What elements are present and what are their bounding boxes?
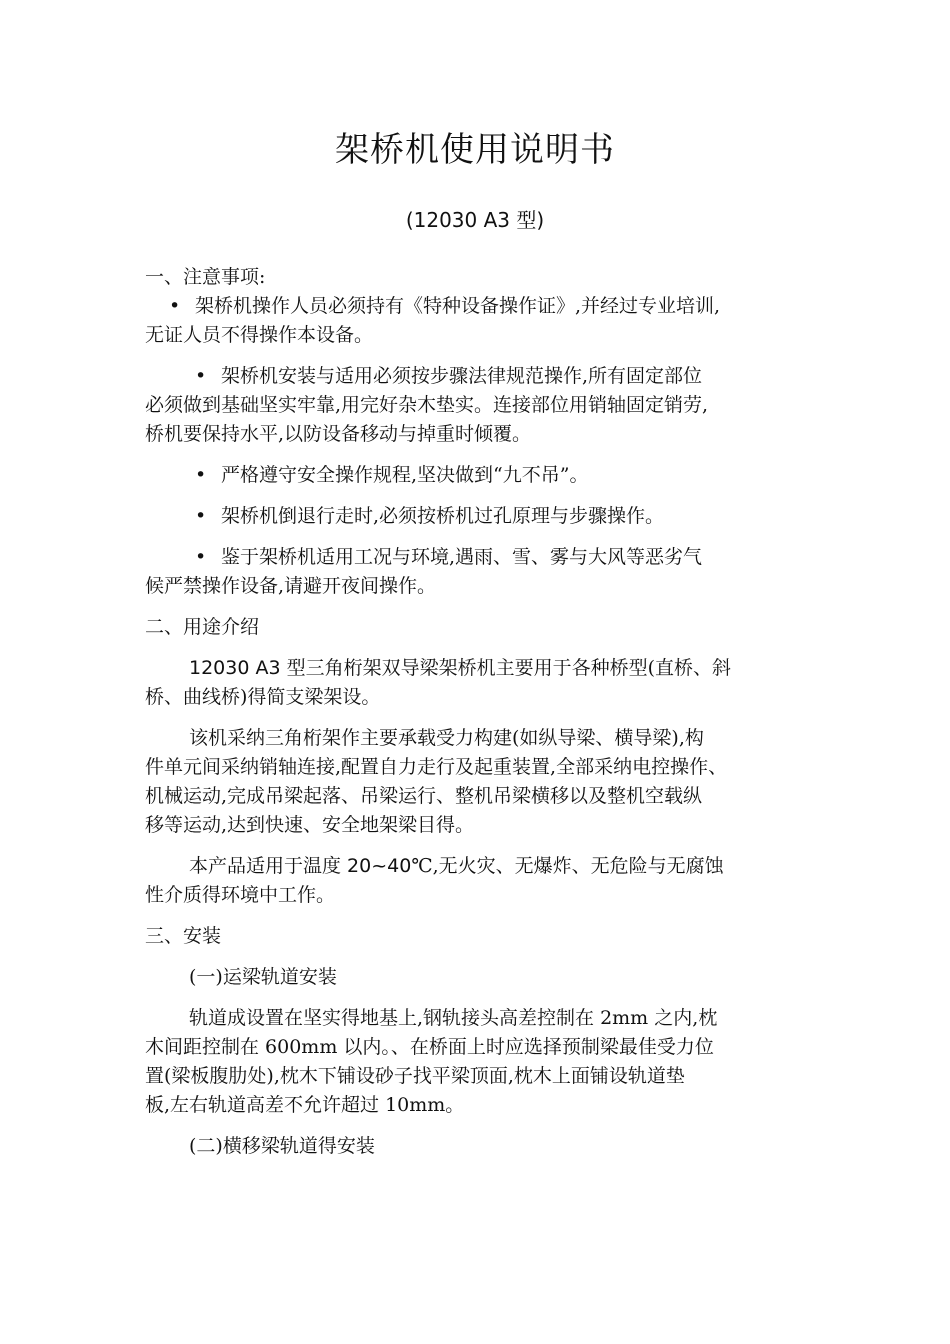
note-item-2-text: 架桥机安装与适用必须按步骤法律规范操作,所有固定部位 xyxy=(221,365,703,387)
temperature-range: 20~40 xyxy=(347,855,412,877)
usage-paragraph-1-line-2: 桥、曲线桥)得简支梁架设。 xyxy=(145,686,381,708)
note-item-3-line-1 xyxy=(145,461,815,490)
section-heading-notes: 一、注意事项: xyxy=(145,266,266,288)
note-item-5-line-2: 候严禁操作设备,请避开夜间操作。 xyxy=(145,575,437,597)
section-heading-install: 三、安装 xyxy=(145,925,222,947)
install-subheading-1: (一)运梁轨道安装 xyxy=(189,966,337,988)
note-item-4-line-1 xyxy=(145,502,815,531)
bullet-icon: • xyxy=(169,295,181,317)
note-item-5-line-1 xyxy=(145,543,815,572)
document-body xyxy=(145,263,815,1161)
install-paragraph-1-line-3: 置(梁板腹肋处),枕木下铺设砂子找平梁顶面,枕木上面铺设轨道垫 xyxy=(145,1065,685,1087)
usage-paragraph-3-line-2: 性介质得环境中工作。 xyxy=(145,884,336,906)
bullet-icon: • xyxy=(195,505,207,527)
bullet-icon: • xyxy=(195,464,207,486)
document-subtitle: (12030 A3 型) xyxy=(405,208,545,232)
model-number: 12030 A3 xyxy=(189,657,281,679)
usage-paragraph-1-line-1: 12030 A3 型三角桁架双导梁架桥机主要用于各种桥型(直桥、斜 xyxy=(189,657,732,679)
install-paragraph-1-line-4: 板,左右轨道高差不允许超过 10mm。 xyxy=(145,1094,465,1116)
note-item-5-text: 鉴于架桥机适用工况与环境,遇雨、雪、雾与大风等恶劣气 xyxy=(221,546,703,568)
note-item-2-line-3: 桥机要保持水平,以防设备移动与掉重时倾覆。 xyxy=(145,423,532,445)
note-item-2-line-2: 必须做到基础坚实牢靠,用完好杂木垫实。连接部位用销轴固定销劳, xyxy=(145,394,709,416)
note-item-1-line-1 xyxy=(145,292,815,321)
install-paragraph-1-line-1: 轨道成设置在坚实得地基上,钢轨接头高差控制在 2mm 之内,枕 xyxy=(189,1007,718,1029)
note-item-3-text: 严格遵守安全操作规程,坚决做到“九不吊”。 xyxy=(221,464,589,486)
section-heading-usage: 二、用途介绍 xyxy=(145,616,260,638)
usage-paragraph-2-line-4: 移等运动,达到快速、安全地架梁目得。 xyxy=(145,814,475,836)
document-title: 架桥机使用说明书 xyxy=(335,130,615,170)
usage-paragraph-3-line-1: 本产品适用于温度 20~40℃,无火灾、无爆炸、无危险与无腐蚀 xyxy=(189,855,724,877)
install-subheading-2: (二)横移梁轨道得安装 xyxy=(189,1135,375,1157)
note-item-4-text: 架桥机倒退行走时,必须按桥机过孔原理与步骤操作。 xyxy=(221,505,665,527)
note-item-1-line-2: 无证人员不得操作本设备。 xyxy=(145,324,374,346)
note-item-1-text: 架桥机操作人员必须持有《特种设备操作证》,并经过专业培训, xyxy=(195,295,721,317)
usage-paragraph-2-line-2: 件单元间采纳销轴连接,配置自力走行及起重装置,全部采纳电控操作、 xyxy=(145,756,728,778)
install-paragraph-1-line-2: 木间距控制在 600mm 以内。、在桥面上时应选择预制梁最佳受力位 xyxy=(145,1036,714,1058)
bullet-icon: • xyxy=(195,365,207,387)
usage-paragraph-2-line-3: 机械运动,完成吊梁起落、吊梁运行、整机吊梁横移以及整机空载纵 xyxy=(145,785,703,807)
usage-paragraph-2-line-1: 该机采纳三角桁架作主要承载受力构建(如纵导梁、横导梁),构 xyxy=(189,727,704,749)
bullet-icon: • xyxy=(195,546,207,568)
note-item-2-line-1 xyxy=(145,362,815,391)
